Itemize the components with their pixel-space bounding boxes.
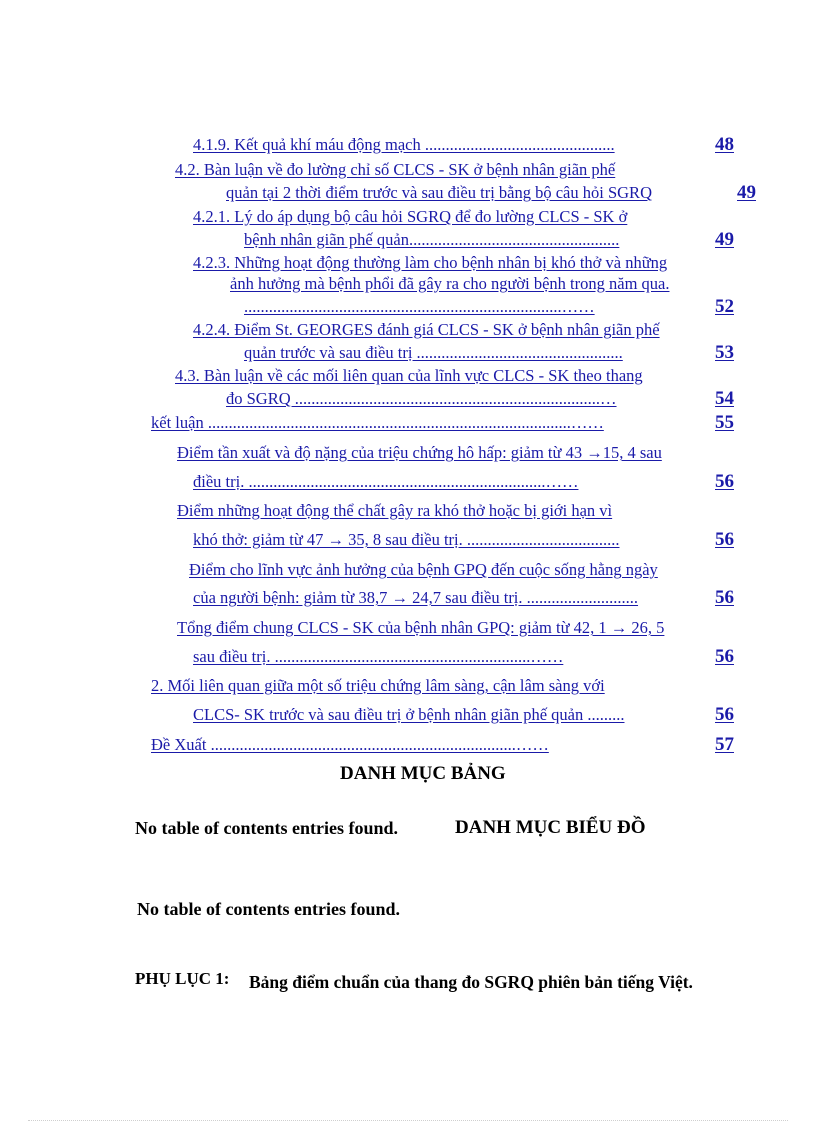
toc-entry-4-2-1[interactable]: 4.2.1. Lý do áp dụng bộ câu hỏi SGRQ để đo lường CLCS - SK ở xyxy=(193,207,628,226)
toc-entry-4-2-4[interactable]: 4.2.4. Điểm St. GEORGES đánh giá CLCS - SK ở bệnh nhân giãn phế xyxy=(193,320,660,339)
toc-entry-4-2-cont[interactable]: quản tại 2 thời điểm trước và sau điều trị bằng bộ câu hỏi SGRQ xyxy=(226,183,652,202)
toc-page-number[interactable]: 56 xyxy=(715,471,734,492)
toc-entry-bullet-4-cont[interactable]: sau điều trị. ..............................................................…… xyxy=(193,647,564,666)
toc-entry-4-3-cont[interactable]: đo SGRQ ..........................................................................… xyxy=(226,389,617,408)
toc-entry-bullet-2-cont[interactable]: khó thở: giảm từ 47 → 35, 8 sau điều trị. ..................................... xyxy=(193,530,620,549)
toc-page-number[interactable]: 56 xyxy=(715,646,734,667)
appendix-label: PHỤ LỤC 1: xyxy=(135,969,230,988)
toc-entry-bullet-1[interactable]: Điểm tần xuất và độ nặng của triệu chứng hô hấp: giảm từ 43 →15, 4 sau xyxy=(177,443,662,462)
toc-page-number[interactable]: 48 xyxy=(715,134,734,155)
toc-entry-4-2[interactable]: 4.2. Bàn luận về đo lường chỉ số CLCS - SK ở bệnh nhân giãn phế xyxy=(175,160,616,179)
toc-page-number[interactable]: 53 xyxy=(715,342,734,363)
toc-page-number[interactable]: 54 xyxy=(715,388,734,409)
toc-page-number[interactable]: 56 xyxy=(715,704,734,725)
page-footer-divider xyxy=(28,1120,788,1121)
toc-entry-4-2-1-cont[interactable]: bệnh nhân giãn phế quản................................................... xyxy=(244,230,620,249)
toc-entry-4-2-3[interactable]: 4.2.3. Những hoạt động thường làm cho bệnh nhân bị khó thở và những xyxy=(193,253,668,272)
toc-entry-section-2-cont[interactable]: CLCS- SK trước và sau điều trị ở bệnh nhân giãn phế quản ......... xyxy=(193,705,625,724)
list-of-charts-heading: DANH MỤC BIỂU ĐỒ xyxy=(455,817,646,838)
toc-entry-bullet-3[interactable]: Điểm cho lĩnh vực ảnh hưởng của bệnh GPQ đến cuộc sống hằng ngày xyxy=(189,560,658,579)
toc-entry-bullet-3-cont[interactable]: của người bệnh: giảm từ 38,7 → 24,7 sau điều trị. ........................... xyxy=(193,588,639,607)
toc-page-number[interactable]: 56 xyxy=(715,529,734,550)
appendix-title: Bảng điểm chuẩn của thang đo SGRQ phiên bản tiếng Việt. xyxy=(249,972,693,992)
toc-entry-bullet-2[interactable]: Điểm những hoạt động thể chất gây ra khó thở hoặc bị giới hạn vì xyxy=(177,501,613,520)
toc-entry-ket-luan[interactable]: kết luận ........................................................................................…… xyxy=(151,413,604,432)
toc-entry-4-1-9[interactable]: 4.1.9. Kết quả khí máu động mạch .............................................. xyxy=(193,135,615,154)
toc-entry-bullet-4[interactable]: Tổng điểm chung CLCS - SK của bệnh nhân GPQ: giảm từ 42, 1 → 26, 5 xyxy=(177,618,665,637)
toc-page-number[interactable]: 57 xyxy=(715,734,734,755)
toc-entry-4-2-3-cont[interactable]: ảnh hưởng mà bệnh phổi đã gây ra cho người bệnh trong năm qua. xyxy=(230,274,670,293)
toc-page-number[interactable]: 52 xyxy=(715,296,734,317)
toc-entry-4-2-3-dots[interactable]: .............................................................................…… xyxy=(244,297,595,316)
toc-page-number[interactable]: 55 xyxy=(715,412,734,433)
toc-entry-bullet-1-cont[interactable]: điều trị. ........................................................................…… xyxy=(193,472,579,491)
list-of-tables-heading: DANH MỤC BẢNG xyxy=(340,763,506,784)
toc-page-number[interactable]: 49 xyxy=(715,229,734,250)
toc-entry-4-3[interactable]: 4.3. Bàn luận về các mối liên quan của lĩnh vực CLCS - SK theo thang xyxy=(175,366,643,385)
no-entries-note: No table of contents entries found. xyxy=(135,818,398,838)
toc-page-number[interactable]: 49 xyxy=(737,182,756,203)
no-entries-note: No table of contents entries found. xyxy=(137,899,400,919)
toc-entry-4-2-4-cont[interactable]: quản trước và sau điều trị .................................................. xyxy=(244,343,623,362)
toc-page-number[interactable]: 56 xyxy=(715,587,734,608)
toc-entry-section-2[interactable]: 2. Mối liên quan giữa một số triệu chứng lâm sàng, cận lâm sàng với xyxy=(151,676,605,695)
toc-entry-de-xuat[interactable]: Đề Xuất ..........................................................................…… xyxy=(151,735,549,754)
